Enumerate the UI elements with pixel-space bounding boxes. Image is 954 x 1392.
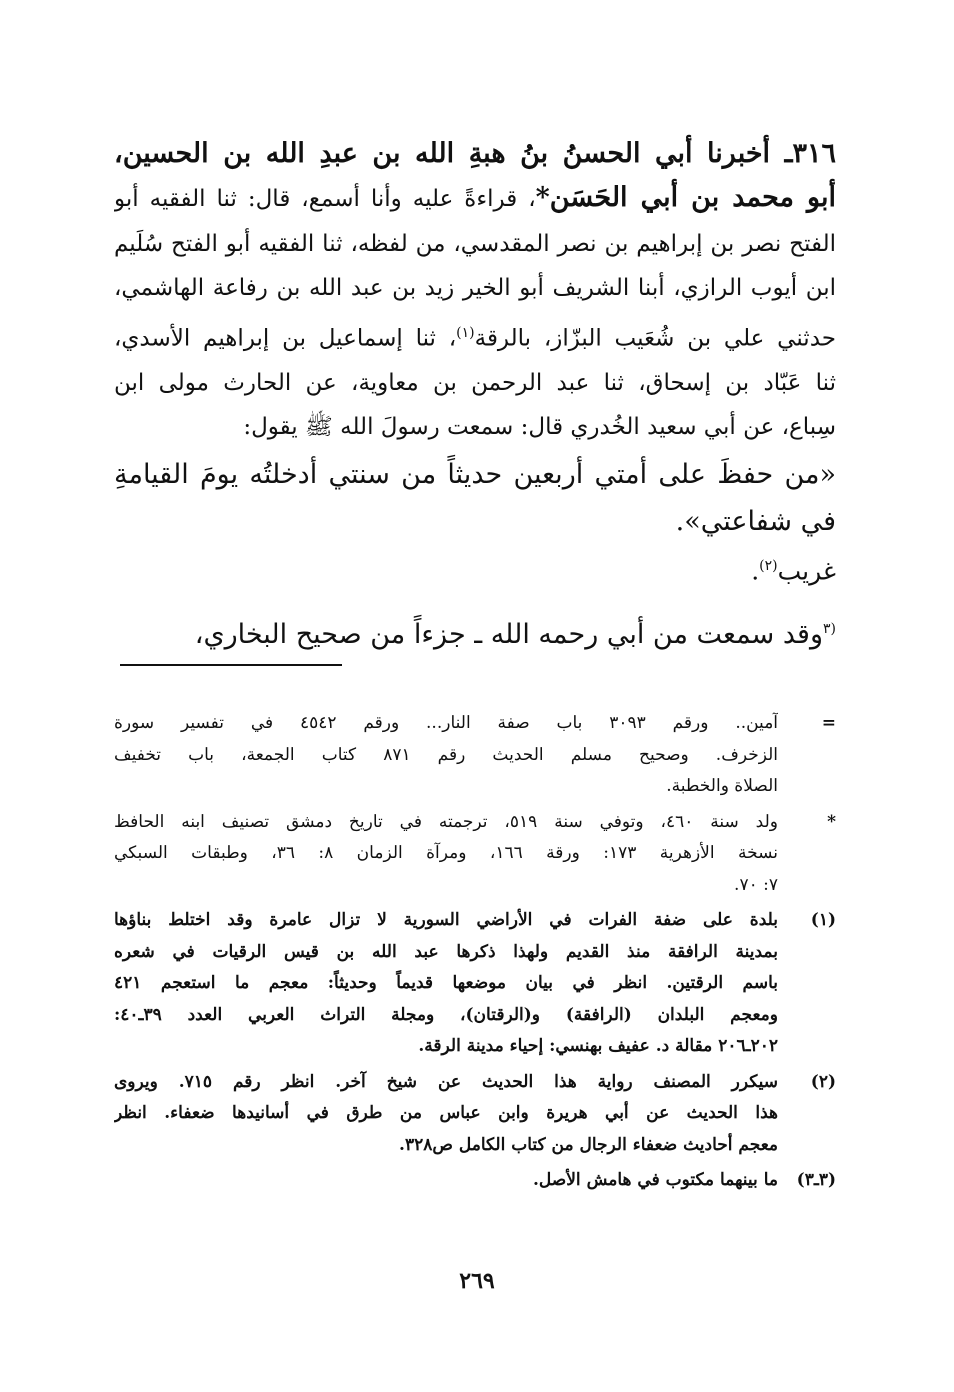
footnote-line: ما بينهما مكتوب في هامش الأصل. [533,1170,778,1190]
closing-line [114,607,836,657]
isnad-line [114,176,836,222]
isnad-line-part: حدثني علي بن شُعَيب البزّاز، بالرقة [474,325,836,352]
hadith-matn-line: في شفاعتي». [675,505,836,537]
footnote-asterisk [114,807,836,902]
narrator-name: أبو محمد بن أبي الحَسَن* [535,182,836,213]
footnote-continuation [114,708,836,803]
footnote-line: آمين.. ورقم ٣٠٩٣ باب صفة النار... ورقم ٤٥٤٢ في تفسير سورة [114,713,778,733]
footnote-mark: (٢) [810,1071,836,1092]
footnote-line: ولد سنة ٤٦٠، وتوفي سنة ٥١٩، ترجمته في تاريخ دمشق تصنيف ابنه الحافظ [114,811,778,832]
footnote-line: باسم الرقتين. انظر في بيان موضعها قديماً وحديثاً: معجم ما استعجم ٤٢١ [114,973,778,993]
hadith-header-line: ٣١٦ـ أخبرنا أبي الحسنُ بنُ هبةِ الله بن عبدِ الله بن الحسين، [114,138,836,169]
isnad-line-rest: ، قراءةً عليه وأنا أسمع، قال: ثنا الفقيه أبو [114,186,536,212]
isnad-line: الفتح نصر بن إبراهيم بن نصر المقدسي، من لفظه، ثنا الفقيه أبو الفتح سُلَيم [114,230,836,257]
hadith-matn-line: «من حفظَ على أمتي أربعين حديثاً من سنتي أدخلتُه يومَ القيامةِ [114,458,836,490]
isnad-line: ابن أيوب الرازي، أبنا الشريف أبو الخير زيد بن عبد الله بن رفاعة الهاشمي، [114,275,836,301]
grading-text: غريب [777,555,836,585]
footnote-ref-1: (١) [456,324,475,341]
main-text [114,132,836,657]
isnad-line [114,311,836,361]
footnote-line: ٢٠٢ـ٢٠٦ مقالة د. عفيف بهنسي: إحياء مدينة الرقة. [418,1036,778,1056]
page-number: ٢٦٩ [459,1268,495,1294]
footnote-divider [120,664,342,666]
isnad-line: سِباع، عن أبي سعيد الخُدري قال: سمعت رسولَ الله ﷺ يقول: [243,414,836,441]
footnote-line: الزخرف. وصحيح مسلم الحديث رقم ٨٧١ كتاب الجمعة، باب تخفيف [114,744,778,765]
footnote-line: هذا الحديث عن أبي هريرة وابن عباس من طرق في أسانيدها ضعفاء. انظر [114,1103,778,1123]
footnote-line: ٧: ٧٠. [734,874,778,895]
isnad-line-part: ، ثنا إسماعيل بن إبراهيم الأسدي، [114,325,457,352]
footnote-mark: (١) [810,910,836,930]
footnote-line: نسخة الأزهرية ١٧٣: ورقة ١٦٦، ومرآة الزمان ٨: ٣٦، وطبقات السبكي [114,843,778,863]
footnote-ref-2: (٢) [759,557,778,574]
footnote-line: الصلاة والخطبة. [666,776,778,796]
footnote-line: ومعجم البلدان (الرافقة) و(الرقتان)، ومجلة التراث العربي العدد ٣٩ـ٤٠: [114,1004,778,1025]
footnote-line: سيكرر المصنف رواية هذا الحديث عن شيخ آخر. انظر رقم ٧١٥. ويروى [114,1071,778,1092]
footnote-line: معجم أحاديث ضعفاء الرجال من كتاب الكامل ص٣٢٨. [399,1134,778,1155]
footnotes [114,708,836,1201]
footnote-ref-3: (٣ [823,621,836,638]
isnad-line: ثنا عَبّاد بن إسحاق، ثنا عبد الرحمن بن معاوية، عن الحارث مولى ابن [114,369,836,396]
footnote-2 [114,1067,836,1162]
footnote-1 [114,905,836,1063]
grading-period: . [751,555,760,585]
footnote-mark: = [821,713,836,733]
footnote-line: بلدة على ضفة الفرات في الأراضي السورية لا تزال عامرة وقد اختلط بناؤها [114,910,778,930]
closing-text: وقد سمعت من أبي رحمه الله ـ جزءاً من صحيح البخاري، [194,619,823,651]
footnote-line: بمدينة الرافقة منذ القديم ولهذا ذكرها عبد الله بن قيس الرقيات في شعره [114,941,778,962]
footnote-mark: (٣ـ٣) [796,1170,836,1190]
footnote-mark: * [827,811,836,832]
footnote-3 [114,1165,836,1197]
grading-line [114,544,836,594]
